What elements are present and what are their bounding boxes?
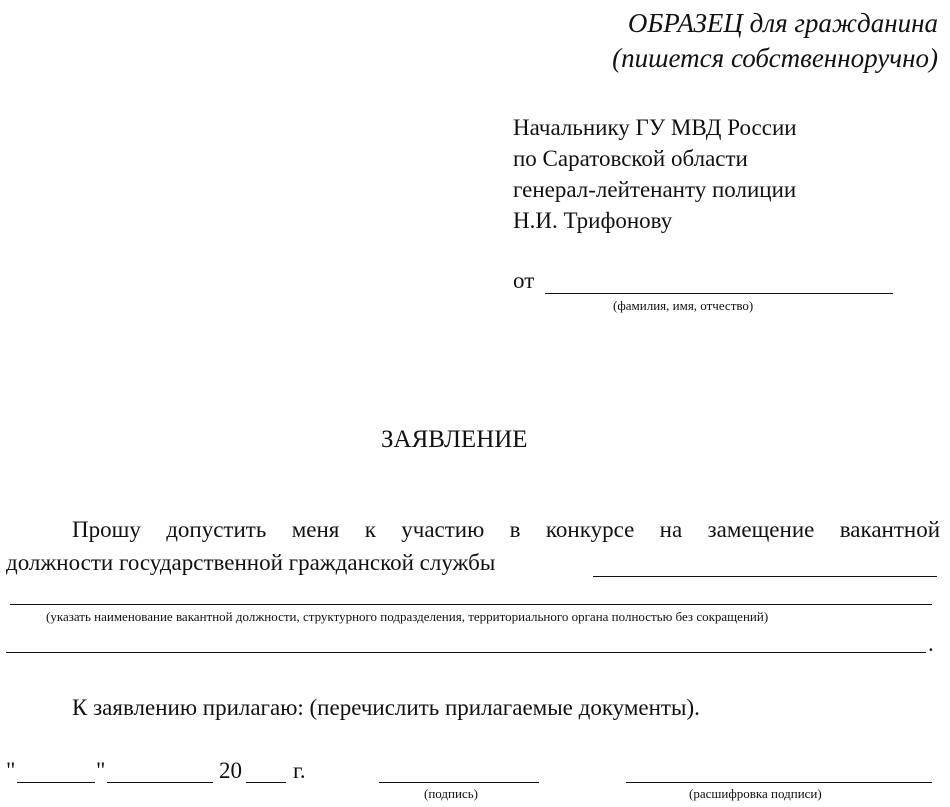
document-title: ЗАЯВЛЕНИЕ xyxy=(381,426,528,453)
date-year-suffix: г. xyxy=(293,758,306,783)
from-name-field[interactable] xyxy=(545,293,893,294)
from-hint: (фамилия, имя, отчество) xyxy=(613,298,754,313)
signature-decode-field[interactable] xyxy=(626,782,932,783)
addressee-line: генерал-лейтенанту полиции xyxy=(513,177,797,202)
request-line-2: должности государственной гражданской службы xyxy=(6,550,496,575)
request-end-dot: . xyxy=(928,631,934,656)
signature-decode-hint: (расшифровка подписи) xyxy=(689,786,822,801)
from-label: от xyxy=(513,268,535,293)
addressee-block xyxy=(513,112,797,236)
position-field-2[interactable] xyxy=(10,604,932,605)
date-year-prefix: 20 xyxy=(219,758,242,783)
attachments-text: К заявлению прилагаю: (перечислить прилагаемые документы). xyxy=(72,695,700,720)
date-quote-open: " xyxy=(6,758,16,783)
addressee-line: Начальнику ГУ МВД России xyxy=(513,115,797,140)
date-year-field[interactable] xyxy=(246,782,286,783)
signature-field[interactable] xyxy=(379,782,539,783)
position-hint: (указать наименование вакантной должности, структурного подразделения, территориального органа полностью без сокращений) xyxy=(46,609,769,624)
handwritten-note: (пишется собственноручно) xyxy=(612,43,938,73)
position-field-3[interactable] xyxy=(6,652,926,653)
date-month-field[interactable] xyxy=(107,782,213,783)
date-quote-close: " xyxy=(96,758,106,783)
position-field-1[interactable] xyxy=(593,576,937,577)
addressee-line: Н.И. Трифонову xyxy=(513,208,673,233)
addressee-line: по Саратовской области xyxy=(513,146,748,171)
date-day-field[interactable] xyxy=(17,782,95,783)
request-line-1: Прошу допустить меня к участию в конкурсе на замещение вакантной xyxy=(72,517,940,542)
sample-heading: ОБРАЗЕЦ для гражданина xyxy=(627,8,938,38)
signature-hint: (подпись) xyxy=(424,786,478,801)
